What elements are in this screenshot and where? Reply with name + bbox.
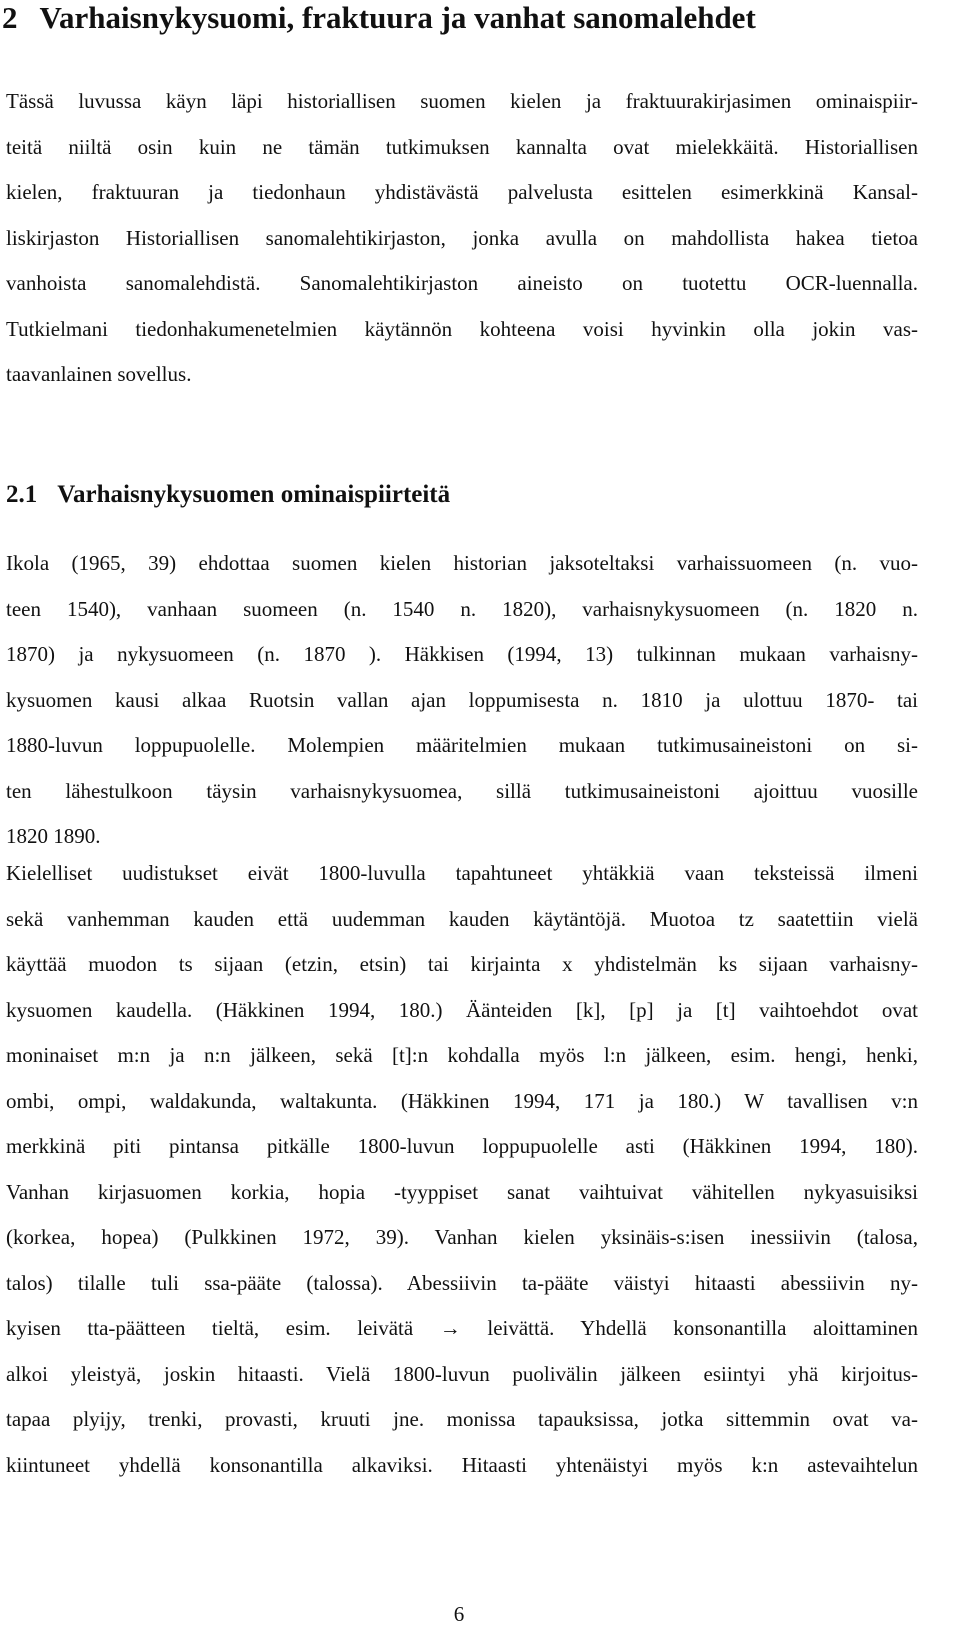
page-number: 6	[453, 1602, 465, 1626]
text-line: kyisen tta-päätteen tieltä, esim. leivätä → leivättä. Yhdellä konsonantilla aloittaminen	[6, 1316, 918, 1340]
text-line: kysuomen kaudella. (Häkkinen 1994, 180.) Äänteiden [k], [p] ja [t] vaihtoehdot ovat	[6, 997, 918, 1022]
text-line: merkkinä piti pintansa pitkälle 1800-luvun loppupuolelle asti (Häkkinen 1994, 180).	[6, 1134, 918, 1158]
text-line: sekä vanhemman kauden että uudemman kauden käytäntöjä. Muotoa tz saatettiin vielä	[6, 906, 918, 931]
text-line: kysuomen kausi alkaa Ruotsin vallan ajan loppumisesta n. 1810 ja ulottuu 1870- tai	[6, 687, 918, 712]
text-line: kielen, fraktuuran ja tiedonhaun yhdistävästä palvelusta esittelen esimerkkinä Kansal-	[6, 180, 918, 204]
section-heading	[6, 480, 450, 510]
text-line: Ikola (1965, 39) ehdottaa suomen kielen historian jaksoteltaksi varhaissuomeen (n. vuo-	[6, 551, 918, 575]
text-line: teen 1540), vanhaan suomeen (n. 1540 n. 1820), varhaisnykysuomeen (n. 1820 n.	[6, 596, 918, 621]
text-line: ten lähestulkoon täysin varhaisnykysuomea, sillä tutkimusaineistoni ajoittuu vuosille	[6, 778, 918, 803]
intro-paragraph	[6, 79, 918, 398]
text-line: Tutkielmani tiedonhakumenetelmien käytännön kohteena voisi hyvinkin olla jokin vas-	[6, 316, 918, 341]
text-line: 1820 1890.	[6, 824, 101, 848]
text-line: käyttää muodon ts sijaan (etzin, etsin) tai kirjainta x yhdistelmän ks sijaan varhaisny-	[6, 952, 918, 976]
text-line: (korkea, hopea) (Pulkkinen 1972, 39). Vanhan kielen yksinäis-s:isen inessiivin (talosa,	[6, 1225, 918, 1249]
section-title-text: Varhaisnykysuomen ominaispiirteitä	[57, 481, 451, 508]
text-line: talos) tilalle tuli ssa-pääte (talossa). Abessiivin ta-pääte väistyi hitaasti abessiivin ny-	[6, 1270, 918, 1295]
chapter-title-text: Varhaisnykysuomi, fraktuura ja vanhat sanomalehdet	[39, 0, 756, 35]
chapter-number: 2	[2, 0, 18, 35]
text-line: teitä niiltä osin kuin ne tämän tutkimuksen kannalta ovat mielekkäitä. Historiallisen	[6, 134, 918, 159]
text-line: liskirjaston Historiallisen sanomalehtikirjaston, jonka avulla on mahdollista hakea tietoa	[6, 225, 918, 250]
text-line: 1870) ja nykysuomeen (n. 1870 ). Häkkisen (1994, 13) tulkinnan mukaan varhaisny-	[6, 642, 918, 666]
text-line: kiintuneet yhdellä konsonantilla alkaviksi. Hitaasti yhtenäistyi myös k:n astevaihtelun	[6, 1452, 918, 1477]
section-paragraph-1	[6, 541, 918, 860]
text-line: taavanlainen sovellus.	[6, 362, 192, 386]
section-number: 2.1	[6, 481, 38, 508]
text-line: tapaa plyijy, trenki, provasti, kruuti jne. monissa tapauksissa, jotka sittemmin ovat va-	[6, 1407, 918, 1431]
text-line: alkoi yleistyä, joskin hitaasti. Vielä 1800-luvun puolivälin jälkeen esiintyi yhä kirjoitus-	[6, 1361, 918, 1386]
text-line: Tässä luvussa käyn läpi historiallisen suomen kielen ja fraktuurakirjasimen ominaispiir-	[6, 89, 918, 113]
text-line: ombi, ompi, waldakunda, waltakunta. (Häkkinen 1994, 171 ja 180.) W tavallisen v:n	[6, 1088, 918, 1113]
text-line: vanhoista sanomalehdistä. Sanomalehtikirjaston aineisto on tuotettu OCR-luennalla.	[6, 271, 918, 295]
text-line: 1880-luvun loppupuolelle. Molempien määritelmien mukaan tutkimusaineistoni on si-	[6, 733, 918, 757]
text-line: Vanhan kirjasuomen korkia, hopia -tyyppiset sanat vaihtuivat vähitellen nykyasuisiksi	[6, 1179, 918, 1204]
section-paragraph-2	[6, 851, 918, 1488]
chapter-heading	[2, 0, 756, 36]
text-line: Kielelliset uudistukset eivät 1800-luvulla tapahtuneet yhtäkkiä vaan teksteissä ilmeni	[6, 861, 918, 885]
text-line: moninaiset m:n ja n:n jälkeen, sekä [t]:n kohdalla myös l:n jälkeen, esim. hengi, henki,	[6, 1043, 918, 1067]
